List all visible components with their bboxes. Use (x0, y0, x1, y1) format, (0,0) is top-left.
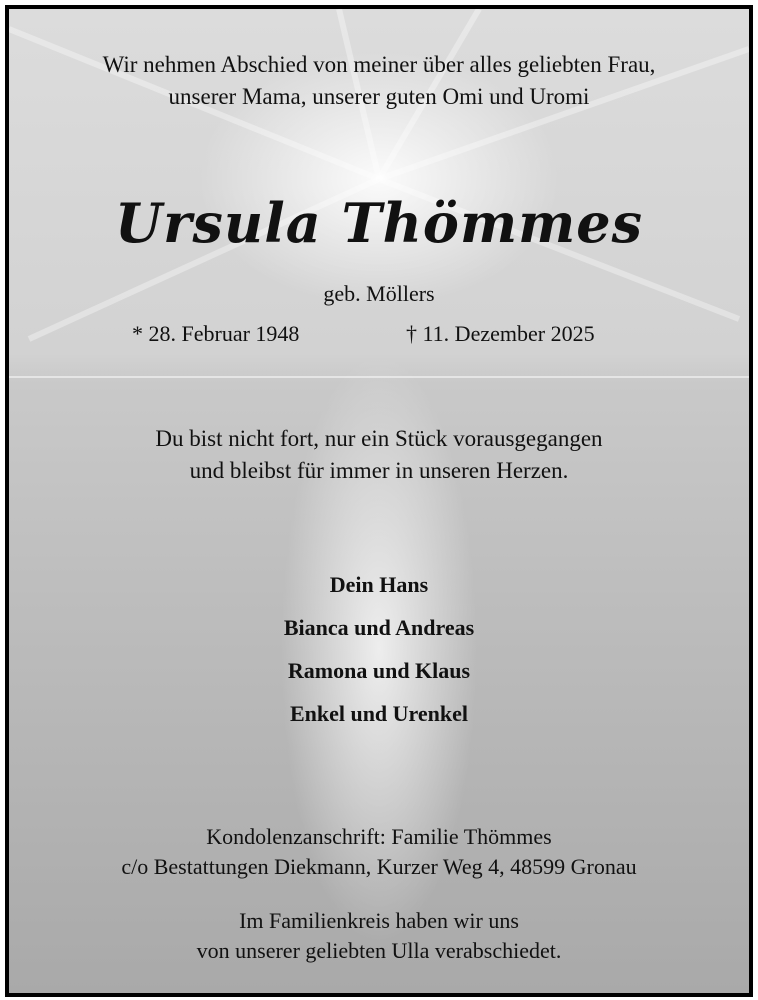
mourner-name: Dein Hans (329, 572, 429, 597)
mourner-name: Enkel und Urenkel (289, 701, 469, 726)
death-date: † 11. Dezember 2025 (406, 321, 595, 346)
obituary-frame (5, 5, 753, 997)
intro-text (9, 49, 749, 113)
condolence-line: Kondolenzanschrift: Familie Thömmes (206, 824, 552, 849)
maiden-name: geb. Möllers (323, 281, 435, 306)
farewell-line: von unserer geliebten Ulla verabschiedet. (196, 938, 562, 963)
farewell-line: Im Familienkreis haben wir uns (239, 908, 519, 933)
deceased-name: Ursula Thömmes (114, 191, 643, 255)
birth-date: * 28. Februar 1948 (132, 321, 300, 346)
condolence-line: c/o Bestattungen Diekmann, Kurzer Weg 4, 48599 Gronau (121, 854, 637, 879)
mourners-list (9, 572, 749, 744)
intro-line: unserer Mama, unserer guten Omi und Uromi (168, 84, 590, 109)
intro-line: Wir nehmen Abschied von meiner über alles geliebten Frau, (102, 52, 656, 77)
condolence-address (9, 822, 749, 882)
verse-line: und bleibst für immer in unseren Herzen. (189, 458, 569, 483)
mourner-name: Bianca und Andreas (283, 615, 475, 640)
mourner-name: Ramona und Klaus (287, 658, 471, 683)
memorial-verse (9, 423, 749, 487)
verse-line: Du bist nicht fort, nur ein Stück vorausgegangen (155, 426, 603, 451)
farewell-note (9, 906, 749, 966)
